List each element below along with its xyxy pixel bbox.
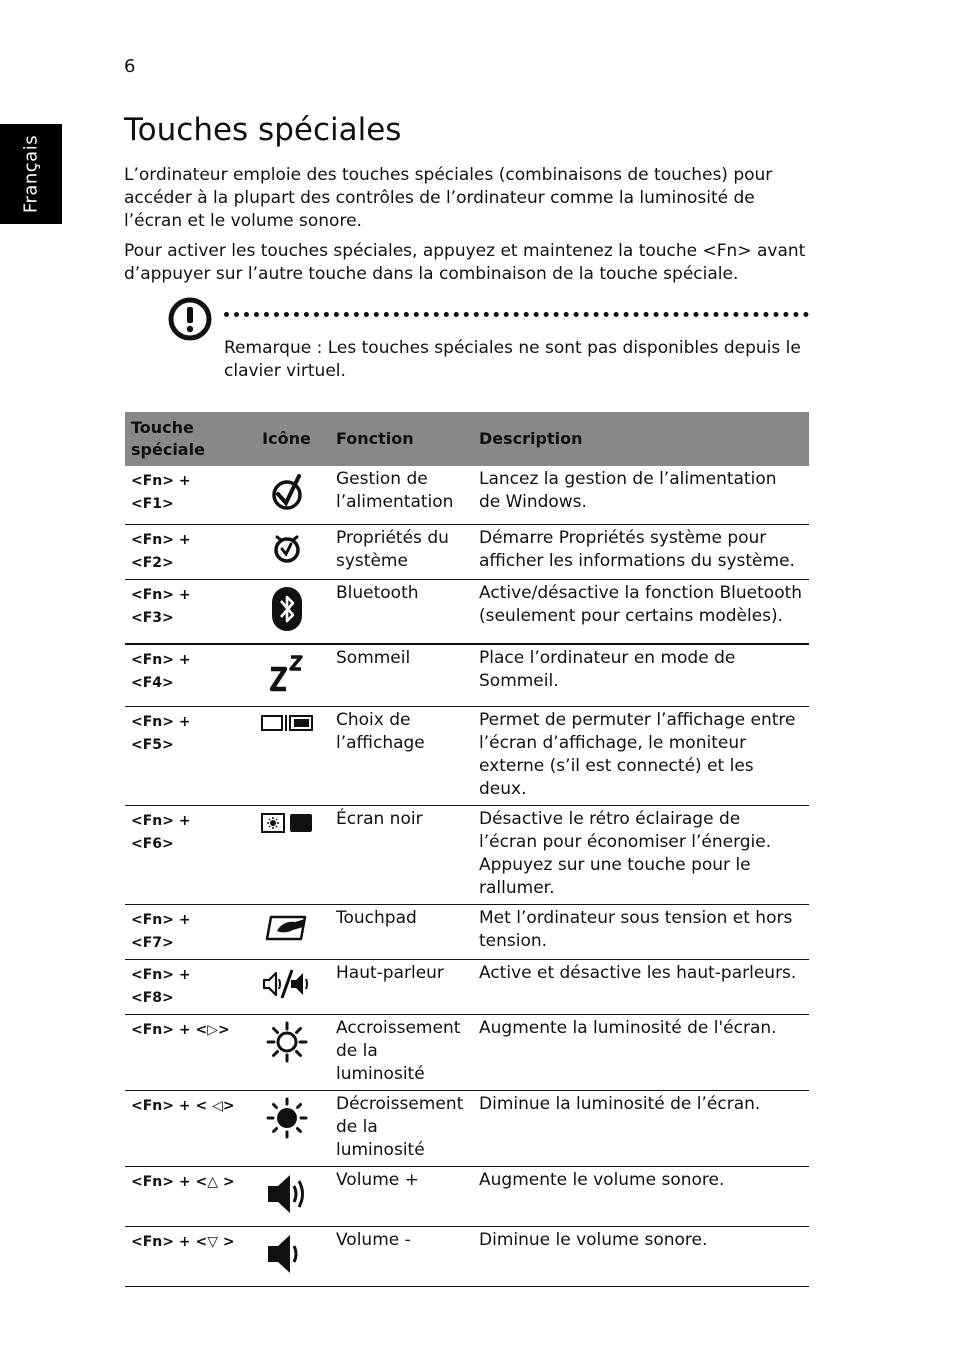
- function-description: Active/désactive la fonction Bluetooth (seulement pour certains modèles).: [473, 580, 809, 645]
- header-icon: Icône: [243, 412, 330, 466]
- function-description: Diminue la luminosité de l’écran.: [473, 1091, 809, 1167]
- table-row: [125, 525, 809, 580]
- key-combo: <Fn> + <F6>: [125, 806, 243, 905]
- function-description: Active et désactive les haut-parleurs.: [473, 960, 809, 1015]
- note: [224, 337, 809, 383]
- function-description: Diminue le volume sonore.: [473, 1227, 809, 1287]
- function-name: Bluetooth: [330, 580, 473, 645]
- table-row: [125, 1167, 809, 1227]
- volume-down-icon: [266, 1233, 308, 1275]
- system-properties-icon: [270, 531, 304, 565]
- function-name: Sommeil: [330, 644, 473, 707]
- function-description: Augmente le volume sonore.: [473, 1167, 809, 1227]
- header-key: Touche spéciale: [125, 412, 243, 466]
- touchpad-icon: [265, 911, 309, 943]
- function-description: Augmente la luminosité de l'écran.: [473, 1015, 809, 1091]
- table-row: [125, 905, 809, 960]
- function-description: Désactive le rétro éclairage de l’écran pour économiser l’énergie. Appuyez sur une touche pour le rallumer.: [473, 806, 809, 905]
- table-row: [125, 960, 809, 1015]
- note-divider: [224, 312, 809, 317]
- intro-paragraph-2: Pour activer les touches spéciales, appuyez et maintenez la touche <Fn> avant d’appuyer sur l’autre touche dans la combinaison de la touche spéciale.: [124, 241, 806, 284]
- table-row: [125, 1227, 809, 1287]
- key-combo: <Fn> + <F5>: [125, 707, 243, 806]
- table-row: [125, 580, 809, 645]
- function-name: Volume +: [330, 1167, 473, 1227]
- warning-icon: [167, 296, 213, 342]
- key-combo: <Fn> + < ◁>: [125, 1091, 243, 1167]
- header-function: Fonction: [330, 412, 473, 466]
- table-row: [125, 806, 809, 905]
- table-row: [125, 707, 809, 806]
- key-combo: <Fn> + <F4>: [125, 644, 243, 707]
- header-description: Description: [473, 412, 809, 466]
- table-row: [125, 644, 809, 707]
- function-description: Place l’ordinateur en mode de Sommeil.: [473, 644, 809, 707]
- table-row: [125, 1015, 809, 1091]
- table-row: [125, 1091, 809, 1167]
- key-combo: <Fn> + <F2>: [125, 525, 243, 580]
- function-name: Choix de l’affichage: [330, 707, 473, 806]
- function-name: Propriétés du système: [330, 525, 473, 580]
- brightness-down-icon: [266, 1097, 308, 1139]
- function-description: Permet de permuter l’affichage entre l’écran d’affichage, le moniteur externe (s’il est connecté) et les deux.: [473, 707, 809, 806]
- display-toggle-icon: [260, 713, 314, 733]
- key-combo: <Fn> + <F8>: [125, 960, 243, 1015]
- screen-blank-icon: [260, 812, 314, 834]
- function-description: Met l’ordinateur sous tension et hors tension.: [473, 905, 809, 960]
- function-description: Lancez la gestion de l’alimentation de Windows.: [473, 466, 809, 525]
- function-name: Touchpad: [330, 905, 473, 960]
- speaker-toggle-icon: [262, 966, 312, 1002]
- key-combo: <Fn> + <▽ >: [125, 1227, 243, 1287]
- function-description: Démarre Propriétés système pour afficher les informations du système.: [473, 525, 809, 580]
- key-combo: <Fn> + <▷>: [125, 1015, 243, 1091]
- table-row: [125, 466, 809, 525]
- note-text: : Les touches spéciales ne sont pas disponibles depuis le clavier virtuel.: [224, 338, 801, 381]
- language-tab-label: Français: [20, 134, 42, 214]
- key-combo: <Fn> + <F1>: [125, 466, 243, 525]
- power-management-icon: [269, 472, 305, 512]
- function-name: Écran noir: [330, 806, 473, 905]
- hotkey-table: [125, 412, 809, 1287]
- page-number: 6: [124, 56, 136, 77]
- brightness-up-icon: [266, 1021, 308, 1063]
- intro-paragraph-1: L’ordinateur emploie des touches spéciales (combinaisons de touches) pour accéder à la plupart des contrôles de l’ordinateur comme la luminosité de l’écran et le volume sonore.: [124, 165, 773, 231]
- key-combo: <Fn> + <F3>: [125, 580, 243, 645]
- function-name: Haut-parleur: [330, 960, 473, 1015]
- sleep-icon: [267, 651, 307, 695]
- note-label: Remarque: [224, 338, 312, 358]
- function-name: Décroissement de la luminosité: [330, 1091, 473, 1167]
- function-name: Volume -: [330, 1227, 473, 1287]
- volume-up-icon: [266, 1173, 308, 1215]
- language-tab: [0, 124, 62, 224]
- table-header-row: [125, 412, 809, 466]
- function-name: Gestion de l’alimentation: [330, 466, 473, 525]
- bluetooth-icon: [270, 586, 304, 632]
- key-combo: <Fn> + <△ >: [125, 1167, 243, 1227]
- key-combo: <Fn> + <F7>: [125, 905, 243, 960]
- page-title: Touches spéciales: [124, 112, 402, 148]
- function-name: Accroissement de la luminosité: [330, 1015, 473, 1091]
